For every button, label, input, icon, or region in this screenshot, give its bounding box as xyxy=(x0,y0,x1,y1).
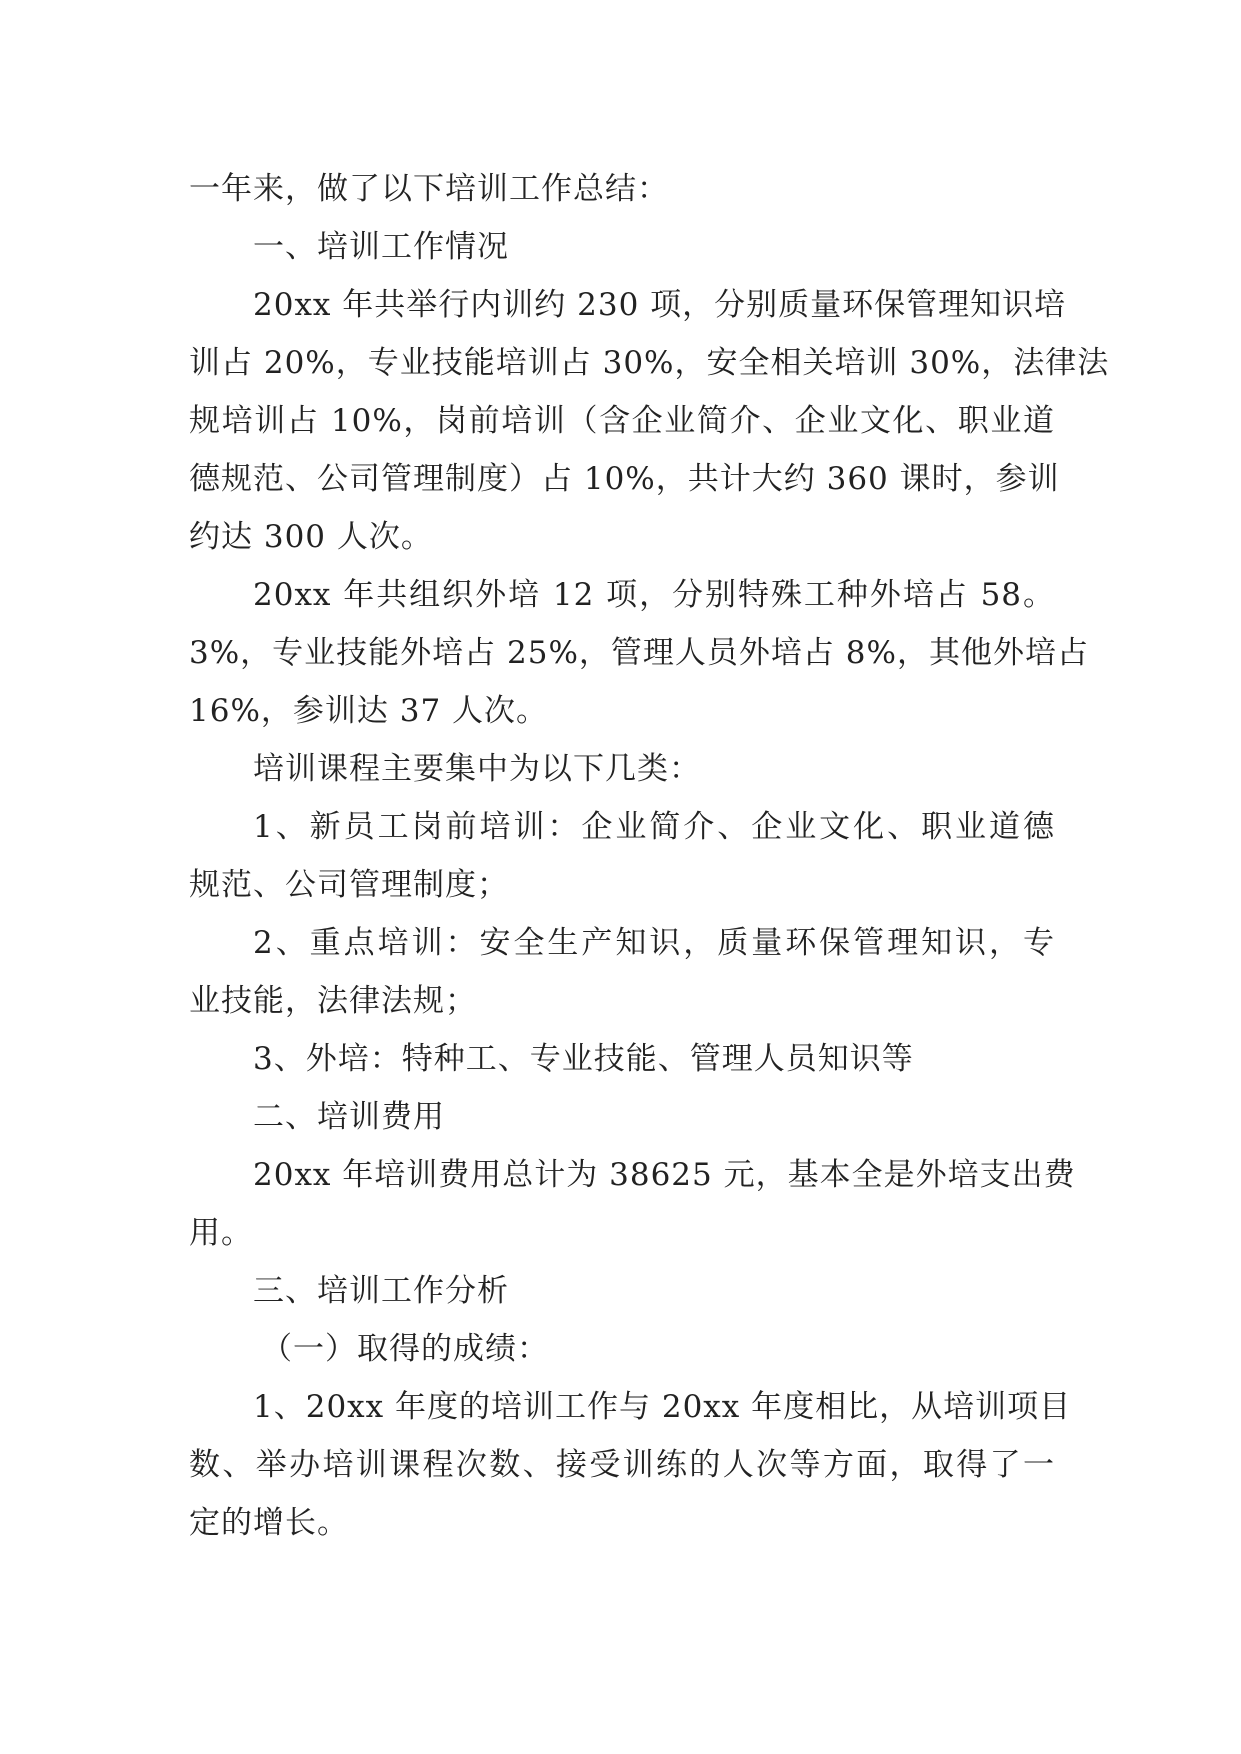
paragraph-line: 20xx 年培训费用总计为 38625 元，基本全是外培支出费 xyxy=(253,1157,1076,1193)
paragraph-line: 20xx 年共组织外培 12 项，分别特殊工种外培占 58。 xyxy=(253,577,1055,613)
section-heading-1: 一、培训工作情况 xyxy=(253,229,509,265)
list-item-line: 1、新员工岗前培训：企业简介、企业文化、职业道德 xyxy=(253,809,1055,845)
paragraph-line: 数、举办培训课程次数、接受训练的人次等方面，取得了一 xyxy=(189,1447,1055,1483)
list-item-line: 业技能，法律法规； xyxy=(189,983,477,1019)
list-item-line: 规范、公司管理制度； xyxy=(189,867,509,903)
paragraph-line: 定的增长。 xyxy=(189,1505,349,1541)
section-heading-2: 二、培训费用 xyxy=(253,1099,445,1135)
subsection-heading: （一）取得的成绩： xyxy=(261,1331,549,1367)
paragraph-line: 用。 xyxy=(189,1215,253,1251)
list-item-line: 3、外培：特种工、专业技能、管理人员知识等 xyxy=(253,1041,914,1077)
document-body xyxy=(189,160,1110,1552)
paragraph-line: 一年来，做了以下培训工作总结： xyxy=(189,171,669,207)
paragraph-line: 培训课程主要集中为以下几类： xyxy=(253,751,701,787)
paragraph-line: 20xx 年共举行内训约 230 项，分别质量环保管理知识培 xyxy=(253,287,1067,323)
list-item-line: 2、重点培训：安全生产知识，质量环保管理知识，专 xyxy=(253,925,1055,961)
paragraph-line: 德规范、公司管理制度）占 10%，共计大约 360 课时，参训 xyxy=(189,461,1060,497)
paragraph-line: 1、20xx 年度的培训工作与 20xx 年度相比，从培训项目 xyxy=(253,1389,1072,1425)
paragraph-line: 16%，参训达 37 人次。 xyxy=(189,693,549,729)
section-heading-3: 三、培训工作分析 xyxy=(253,1273,509,1309)
paragraph-line: 约达 300 人次。 xyxy=(189,519,433,555)
paragraph-line: 规培训占 10%，岗前培训（含企业简介、企业文化、职业道 xyxy=(189,403,1055,439)
paragraph-line: 3%，专业技能外培占 25%，管理人员外培占 8%，其他外培占 xyxy=(189,635,1089,671)
paragraph-line: 训占 20%，专业技能培训占 30%，安全相关培训 30%，法律法 xyxy=(189,345,1110,381)
